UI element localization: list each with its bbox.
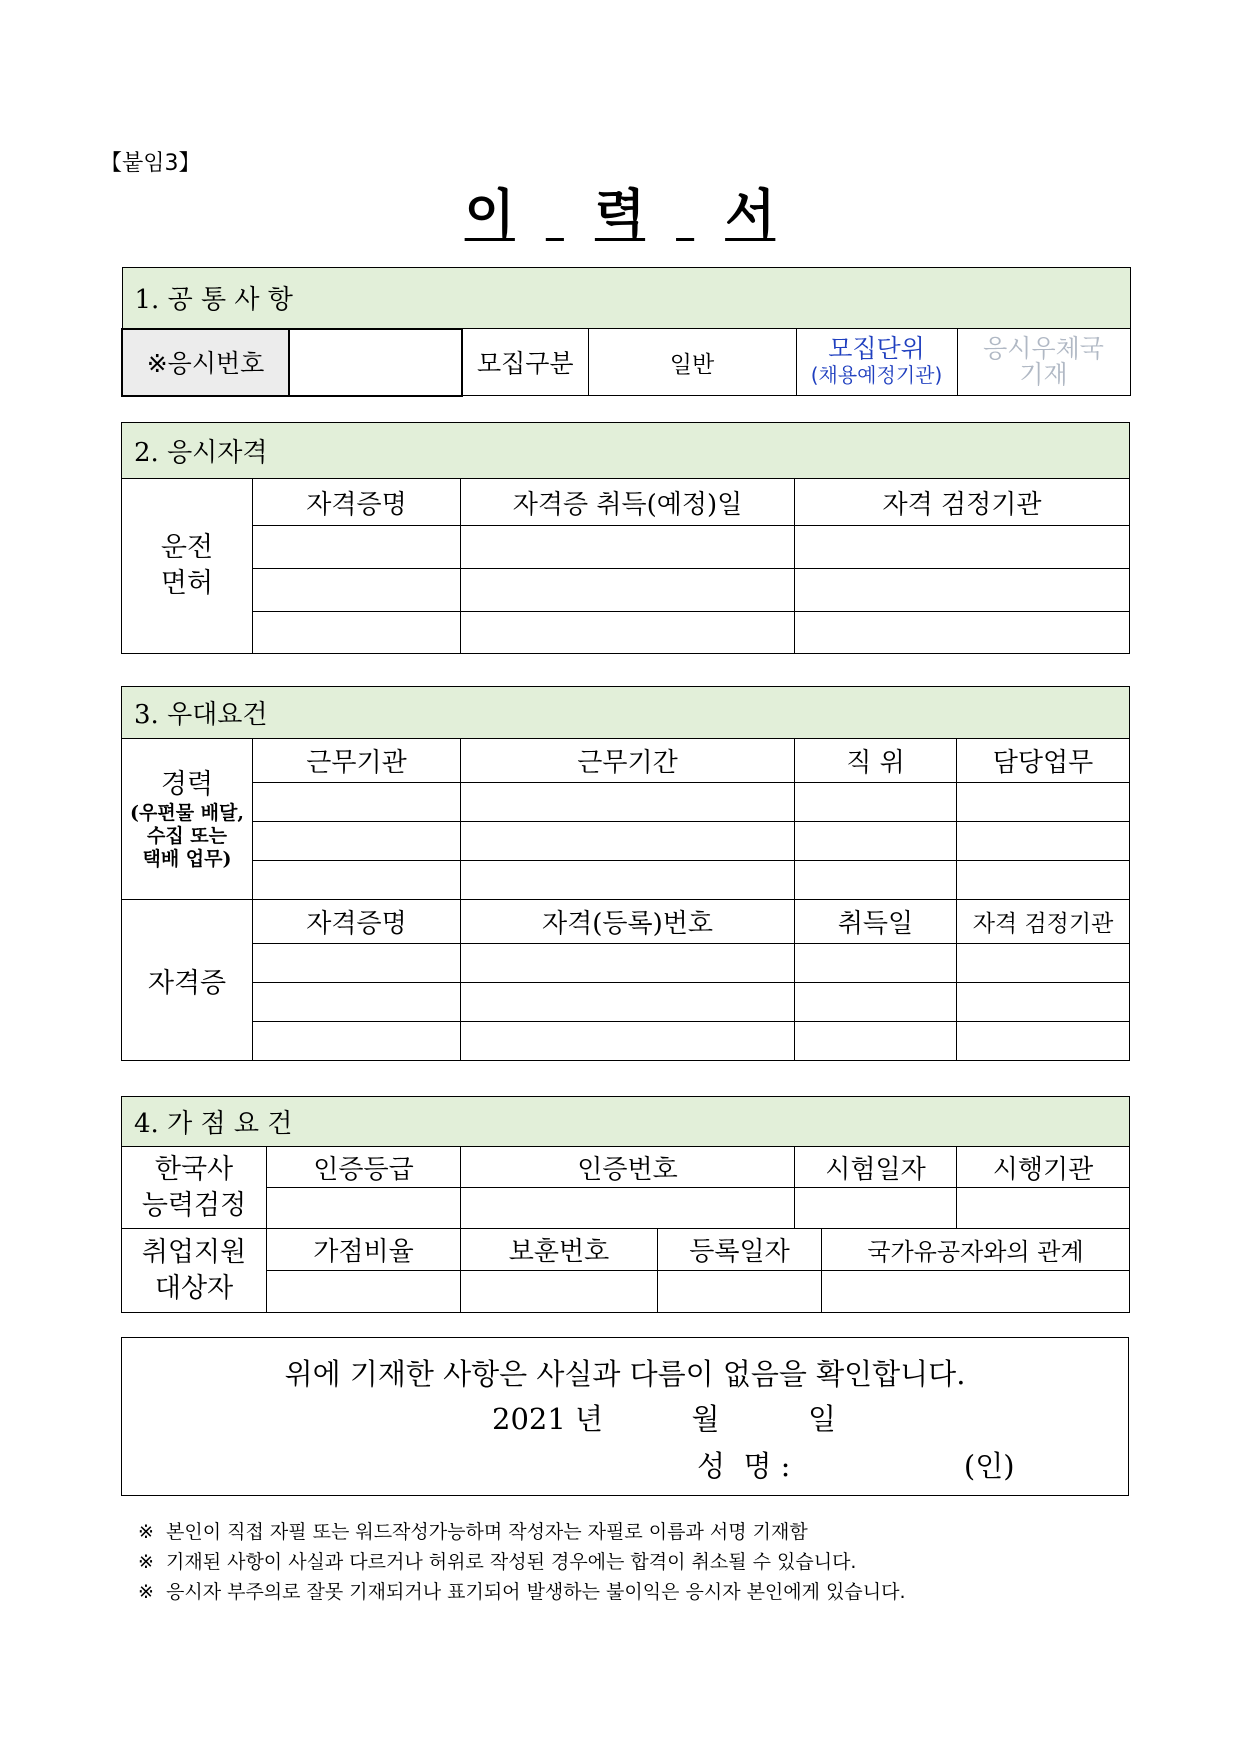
section-bonus	[121, 1096, 1130, 1313]
table-cell[interactable]	[795, 783, 957, 822]
table-cell[interactable]	[253, 569, 461, 612]
title-char: 서	[725, 185, 776, 245]
confirmation-statement: 위에 기재한 사항은 사실과 다름이 없음을 확인합니다.	[284, 1357, 966, 1391]
column-header: 근무기간	[461, 739, 795, 783]
table-cell[interactable]	[795, 983, 957, 1022]
employment-support-label-line: 대상자	[154, 1272, 234, 1304]
section-common	[121, 267, 1131, 397]
section-qualification	[121, 422, 1130, 654]
table-cell[interactable]	[957, 861, 1130, 900]
notes-list	[138, 1517, 906, 1607]
table-cell[interactable]	[795, 822, 957, 861]
page-title	[0, 172, 1240, 247]
table-cell[interactable]	[957, 944, 1130, 983]
table-cell[interactable]	[253, 944, 461, 983]
column-header: 자격증명	[253, 900, 461, 944]
table-cell[interactable]	[461, 944, 795, 983]
table-cell[interactable]	[461, 822, 795, 861]
applicant-number-label: ※응시번호	[122, 329, 289, 396]
table-cell[interactable]	[795, 1022, 957, 1061]
table-cell[interactable]	[658, 1271, 822, 1313]
license-label-line: 운전	[160, 532, 214, 563]
note-item: ※ 기재된 사항이 사실과 다르거나 허위로 작성된 경우에는 합격이 취소될 수 있습니다.	[138, 1551, 857, 1573]
table-cell[interactable]	[253, 1022, 461, 1061]
table-cell[interactable]	[253, 783, 461, 822]
table-cell[interactable]	[461, 612, 795, 654]
table-cell[interactable]	[461, 1022, 795, 1061]
table-cell[interactable]	[461, 861, 795, 900]
column-header: 가점비율	[267, 1229, 461, 1271]
section-header: 1. 공 통 사 항	[122, 268, 1130, 329]
day-unit: 일	[807, 1402, 836, 1436]
table-cell[interactable]	[461, 1271, 658, 1313]
table-cell[interactable]	[795, 861, 957, 900]
table-cell[interactable]	[461, 983, 795, 1022]
career-sub-line: 수집 또는	[146, 824, 228, 847]
table-cell[interactable]	[957, 822, 1130, 861]
certificate-row-label: 자격증	[122, 900, 253, 1061]
table-cell[interactable]	[795, 944, 957, 983]
table-cell[interactable]	[957, 1188, 1130, 1229]
recruit-type-label: 모집구분	[462, 329, 588, 396]
date-line	[492, 1397, 836, 1438]
table-cell[interactable]	[957, 783, 1130, 822]
column-header: 직 위	[795, 739, 957, 783]
section-preference	[121, 686, 1130, 1061]
name-label: 성 명 :	[697, 1449, 791, 1483]
recruit-unit-hint-line: 응시우체국	[983, 334, 1104, 363]
note-item: ※ 본인이 직접 자필 또는 워드작성가능하며 작성자는 자필로 이름과 서명 기재함	[138, 1521, 808, 1543]
table-cell[interactable]	[267, 1271, 461, 1313]
column-header: 자격 검정기관	[957, 900, 1130, 944]
applicant-number-field[interactable]	[289, 329, 462, 396]
column-header: 시험일자	[795, 1147, 957, 1188]
column-header: 자격증 취득(예정)일	[461, 479, 795, 526]
column-header: 국가유공자와의 관계	[822, 1229, 1130, 1271]
signature-line	[697, 1444, 1015, 1485]
column-header: 취득일	[795, 900, 957, 944]
license-label-line: 면허	[160, 568, 214, 599]
recruit-unit-hint-line: 기재	[1019, 360, 1068, 389]
table-cell[interactable]	[461, 1188, 795, 1229]
employment-support-label-line: 취업지원	[141, 1236, 247, 1268]
title-char: 이	[464, 185, 515, 245]
table-cell[interactable]	[253, 983, 461, 1022]
recruit-unit-title: 모집단위	[828, 334, 925, 363]
attachment-label: 【붙임3】	[100, 151, 201, 176]
section-header: 2. 응시자격	[122, 423, 1130, 479]
seal-label: (인)	[963, 1449, 1015, 1483]
column-header: 인증등급	[267, 1147, 461, 1188]
table-cell[interactable]	[461, 526, 795, 569]
table-cell[interactable]	[461, 783, 795, 822]
table-cell[interactable]	[253, 612, 461, 654]
license-row-label	[122, 479, 253, 654]
section-header: 3. 우대요건	[122, 687, 1130, 739]
table-cell[interactable]	[253, 526, 461, 569]
column-header: 시행기관	[957, 1147, 1130, 1188]
table-cell[interactable]	[795, 612, 1130, 654]
column-header: 자격 검정기관	[795, 479, 1130, 526]
column-header: 담당업무	[957, 739, 1130, 783]
table-cell[interactable]	[957, 983, 1130, 1022]
korean-history-label-line: 한국사	[154, 1153, 234, 1185]
employment-support-label	[122, 1229, 267, 1313]
career-sub-line: 택배 업무)	[142, 847, 232, 870]
confirmation-box	[121, 1337, 1129, 1496]
table-cell[interactable]	[795, 526, 1130, 569]
table-cell[interactable]	[822, 1271, 1130, 1313]
table-cell[interactable]	[957, 1022, 1130, 1061]
column-header: 자격증명	[253, 479, 461, 526]
table-cell[interactable]	[253, 861, 461, 900]
column-header: 등록일자	[658, 1229, 822, 1271]
korean-history-label-line: 능력검정	[141, 1189, 247, 1221]
recruit-unit-label	[796, 329, 957, 396]
table-cell[interactable]	[461, 569, 795, 612]
table-cell[interactable]	[267, 1188, 461, 1229]
table-cell[interactable]	[795, 1188, 957, 1229]
column-header: 근무기관	[253, 739, 461, 783]
career-label: 경력	[160, 768, 214, 800]
recruit-type-value: 일반	[588, 329, 796, 396]
section-header: 4. 가 점 요 건	[122, 1097, 1130, 1147]
year-value: 2021	[492, 1402, 566, 1436]
table-cell[interactable]	[253, 822, 461, 861]
column-header: 보훈번호	[461, 1229, 658, 1271]
month-unit: 월	[691, 1402, 720, 1436]
year-unit: 년	[575, 1402, 604, 1436]
career-sub-line: (우편물 배달,	[130, 801, 244, 824]
career-row-label	[122, 739, 253, 900]
recruit-unit-subtitle: (채용예정기관)	[810, 363, 943, 387]
recruit-unit-field[interactable]	[957, 329, 1130, 396]
korean-history-label	[122, 1147, 267, 1229]
table-cell[interactable]	[795, 569, 1130, 612]
column-header: 인증번호	[461, 1147, 795, 1188]
title-char: 력	[594, 185, 646, 245]
column-header: 자격(등록)번호	[461, 900, 795, 944]
note-item: ※ 응시자 부주의로 잘못 기재되거나 표기되어 발생하는 불이익은 응시자 본인에게 있습니다.	[138, 1581, 906, 1603]
